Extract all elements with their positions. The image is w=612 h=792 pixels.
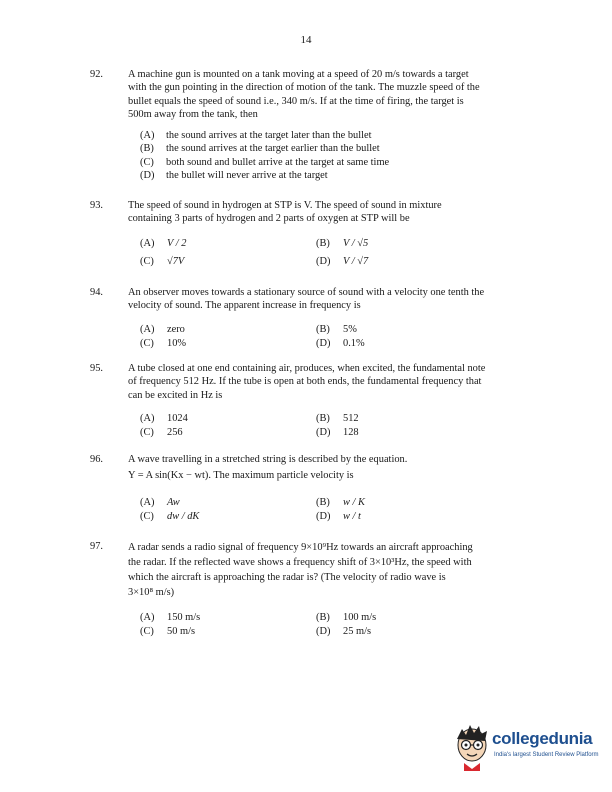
- question-number: 96.: [90, 454, 103, 465]
- options-grid: [140, 323, 520, 351]
- options-grid: [140, 611, 520, 639]
- option-d[interactable]: (D) the bullet will never arrive at the target: [140, 170, 328, 182]
- question-number: 95.: [90, 363, 103, 374]
- question-number: 93.: [90, 200, 103, 211]
- option-a[interactable]: (A) V / 2: [140, 237, 187, 249]
- question-stem: A radar sends a radio signal of frequency 9×10⁹Hz towards an aircraft approaching the radar. If the reflected wave shows a frequency shift of 3×10³Hz, the speed with which the aircraft is approaching the radar is? (The velocity of radio wave is 3×10⁸ m/s): [128, 542, 473, 598]
- question-97: [90, 540, 520, 639]
- question-number: 97.: [90, 541, 103, 552]
- option-d[interactable]: (D) V / √7: [316, 255, 369, 267]
- question-93: [90, 199, 520, 268]
- option-c[interactable]: (C) dw / dK: [140, 510, 200, 522]
- question-92: [90, 68, 520, 182]
- option-b[interactable]: (B) 5%: [316, 323, 357, 335]
- option-a[interactable]: (A) the sound arrives at the target later than the bullet: [140, 130, 372, 142]
- option-a[interactable]: (A) Aw: [140, 496, 180, 508]
- question-number: 94.: [90, 287, 103, 298]
- option-b[interactable]: (B) V / √5: [316, 237, 369, 249]
- logo-tagline: India's largest Student Review Platform: [494, 752, 599, 758]
- option-b[interactable]: (B) 100 m/s: [316, 612, 377, 623]
- question-96: [90, 453, 520, 523]
- option-b[interactable]: (B) the sound arrives at the target earlier than the bullet: [140, 143, 380, 155]
- options-grid: [140, 412, 520, 440]
- mascot-icon: [452, 723, 492, 771]
- option-b[interactable]: (B) w / K: [316, 496, 365, 508]
- option-a[interactable]: (A) zero: [140, 323, 185, 335]
- option-c[interactable]: (C) 10%: [140, 337, 187, 349]
- question-stem: A wave travelling in a stretched string is described by the equation. Y = A sin(Kx − wt). The maximum particle velocity is: [128, 454, 408, 482]
- option-c[interactable]: (C) 256: [140, 427, 183, 439]
- question-number: 92.: [90, 69, 103, 80]
- option-d[interactable]: (D) 25 m/s: [316, 626, 372, 638]
- question-stem: The speed of sound in hydrogen at STP is V. The speed of sound in mixture containing 3 parts of hydrogen and 2 parts of oxygen at STP will be: [128, 200, 442, 225]
- option-d[interactable]: (D) w / t: [316, 510, 361, 522]
- option-a[interactable]: (A) 1024: [140, 412, 188, 424]
- options-list: [140, 129, 520, 182]
- collegedunia-logo[interactable]: [452, 723, 602, 773]
- option-c[interactable]: (C) both sound and bullet arrive at the target at same time: [140, 156, 390, 168]
- question-94: [90, 286, 520, 350]
- option-c[interactable]: (C) √7V: [140, 255, 185, 267]
- options-grid: [140, 496, 520, 524]
- page-number: 14: [300, 34, 312, 46]
- question-95: [90, 362, 520, 439]
- option-d[interactable]: (D) 0.1%: [316, 337, 365, 349]
- option-a[interactable]: (A) 150 m/s: [140, 612, 201, 623]
- option-c[interactable]: (C) 50 m/s: [140, 626, 196, 638]
- option-d[interactable]: (D) 128: [316, 427, 359, 439]
- option-b[interactable]: (B) 512: [316, 412, 359, 424]
- question-stem: A machine gun is mounted on a tank moving at a speed of 20 m/s towards a target with the gun pointing in the direction of motion of the tank. The muzzle speed of the bullet equals the speed of sound i.e., 340 m/s. If at the time of firing, the target is 500m away from the tank, then: [128, 69, 480, 120]
- options-grid: [140, 237, 520, 269]
- logo-wordmark: collegedunia: [492, 729, 593, 748]
- question-stem: A tube closed at one end containing air, produces, when excited, the fundamental note of frequency 512 Hz. If the tube is open at both ends, the fundamental frequency that can be excited in Hz is: [128, 363, 486, 401]
- question-stem: An observer moves towards a stationary source of sound with a velocity one tenth the velocity of sound. The apparent increase in frequency is: [128, 287, 485, 312]
